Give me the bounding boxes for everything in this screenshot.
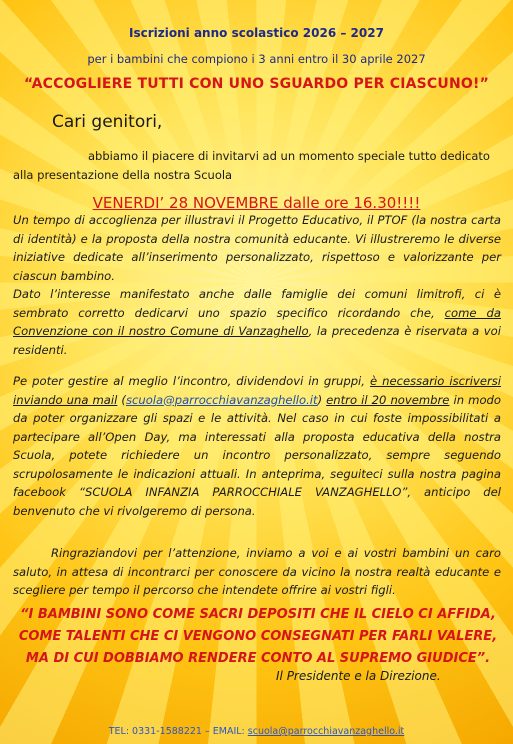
footer-contact <box>0 726 513 737</box>
motto-heading: “ACCOGLIERE TUTTI CON UNO SGUARDO PER CIASCUNO!” <box>24 76 489 92</box>
registration-a: Pe poter gestire al meglio l’incontro, dividendovi in gruppi, <box>13 374 370 388</box>
footer-phone: TEL: 0331-1588221 – EMAIL: <box>108 726 248 737</box>
intro-line-2: alla presentazione della nostra Scuola <box>13 168 233 182</box>
enrollment-subtitle: per i bambini che compiono i 3 anni entro il 30 aprile 2027 <box>87 52 426 66</box>
signature: Il Presidente e la Direzione. <box>276 669 441 683</box>
registration-b: ( <box>117 392 126 407</box>
closing-text: Ringraziandovi per l’attenzione, inviamo a voi e ai vostri bambini un caro saluto, in attesa di incontrarci per conoscere da vicino la nostra realtà educante e scegliere per tempo il percorso che intendete offrire ai vostri figli. <box>13 546 501 597</box>
event-date <box>0 194 513 212</box>
email-link[interactable]: scuola@parrocchiavanzaghello.it <box>125 392 318 407</box>
convention-note: come da Convenzione con il nostro Comune di Vanzaghello <box>13 305 502 338</box>
enrollment-title: Iscrizioni anno scolastico 2026 – 2027 <box>129 26 384 40</box>
presentation-paragraphs <box>13 211 501 359</box>
quote-block: “I BAMBINI SONO COME SACRI DEPOSITI CHE IL CIELO CI AFFIDA, COME TALENTI CHE CI VENGONO CONSEGNATI PER FARLI VALERE, MA DI CUI DOBBIAMO RENDERE CONTO AL SUPREMO GIUDICE”. <box>18 607 498 666</box>
intro-line-1: abbiamo il piacere di invitarvi ad un momento speciale tutto dedicato <box>88 149 490 163</box>
closing-paragraph <box>13 544 501 600</box>
event-date-text: VENERDI’ 28 NOVEMBRE dalle ore 16.30!!!! <box>92 194 421 212</box>
footer-email-link[interactable]: scuola@parrocchiavanzaghello.it <box>247 726 405 737</box>
greeting: Cari genitori, <box>52 112 163 132</box>
paragraph-residents <box>13 285 501 359</box>
registration-text <box>13 372 501 520</box>
registration-deadline: entro il 20 novembre <box>326 392 450 407</box>
registration-d: in modo da poter organizzare gli spazi e le attività. Nel caso in cui foste impossibilitati a partecipare all’Open Day, ma interessati alla proposta educativa della nostra Scuola, potete richiedere un incontro personalizzato, sempre seguendo scrupolosamente le indicazioni attuali. In anteprima, seguiteci sulla nostra pagina facebook “SCUOLA INFANZIA PARROCCHIALE VANZAGHELLO”, anticipo del benvenuto che vi rivolgeremo di persona. <box>13 392 501 518</box>
registration-required: è necessario iscriversi inviando una mail <box>13 374 502 407</box>
registration-paragraph <box>13 372 501 520</box>
registration-c: ) <box>317 392 327 407</box>
paragraph-welcome: Un tempo di accoglienza per illustravi il Progetto Educativo, il PTOF (la nostra carta di identità) e la proposta della nostra comunità educante. Vi illustreremo le diverse iniziative dedicate all’inserimento personalizzato, rispettoso e valorizzante per ciascun bambino. <box>13 213 501 283</box>
paragraph-residents-b: , la precedenza è riservata a voi residenti. <box>13 324 501 357</box>
paragraph-residents-a: Dato l’interesse manifestato anche dalle famiglie dei comuni limitrofi, ci è sembrato corretto dedicarvi uno spazio specifico ricordando che, <box>13 287 501 320</box>
